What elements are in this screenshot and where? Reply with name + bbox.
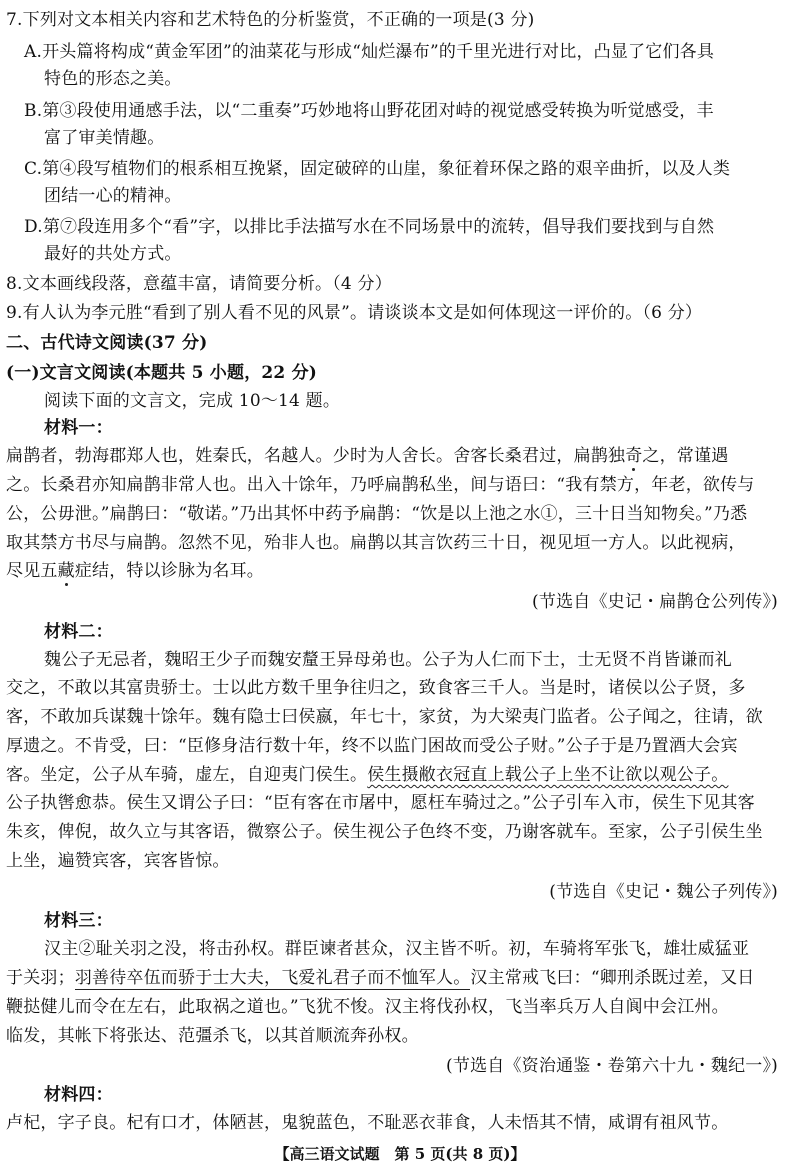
underlined-sentence: 羽善待卒伍而骄于士大夫，飞爱礼君子而不恤军人。 <box>74 968 471 988</box>
material-3-line: 临发，其帐下将张达、范彊杀飞，以其首顺流奔孙权。 <box>6 1026 419 1046</box>
q7-option-c-cont: 团结一心的精神。 <box>44 186 182 206</box>
material-1-text: 扁鹊者，勃海郡郑人也，姓秦氏，名越人。少时为人舍长。舍客长桑君过，扁鹊独 <box>6 446 626 466</box>
material-2-line: 交之，不敢以其富贵骄士。士以此方数千里争往归之，致食客三千人。当是时，诸侯以公子贤，多 <box>6 678 746 698</box>
material-3-line: 汉主②耻关羽之没，将击孙权。群臣谏者甚众，汉主皆不听。初，车骑将军张飞，雄壮威猛亚 <box>44 939 750 959</box>
q7-option-a: A.开头篇将构成“黄金军团”的油菜花与形成“灿烂瀑布”的千里光进行对比，凸显了它们各具 <box>24 42 715 62</box>
material-3-line: 鞭挞健儿而令在左右，此取祸之道也。”飞犹不悛。汉主将伐孙权，飞当率兵万人自阆中会江州。 <box>6 997 729 1017</box>
material-1-label: 材料一： <box>44 418 113 438</box>
material-1-source: (节选自《史记・扁鹊仓公列传》) <box>532 592 778 612</box>
section-heading: 二、古代诗文阅读(37 分) <box>6 333 208 353</box>
material-1-line <box>6 559 264 583</box>
material-4-label: 材料四： <box>44 1085 113 1105</box>
q9-text: 9.有人认为李元胜“看到了别人看不见的风景”。请谈谈本文是如何体现这一评价的。（6 分） <box>6 303 703 323</box>
material-2-line: 客，不敢加兵谋魏十馀年。魏有隐士曰侯嬴，年七十，家贫，为大梁夷门监者。公子闻之，往请，欲 <box>6 707 763 727</box>
q7-option-c: C.第④段写植物们的根系相互挽紧，固定破碎的山崖，象征着环保之路的艰辛曲折，以及人类 <box>24 159 731 179</box>
material-4-line: 卢杞，字子良。杞有口才，体陋甚，鬼貌蓝色，不耻恶衣菲食，人未悟其不情，咸谓有祖风节。 <box>6 1113 729 1133</box>
subsection-heading: (一)文言文阅读(本题共 5 小题，22 分) <box>6 363 318 383</box>
material-1-text: 症结，特以诊脉为名耳。 <box>74 561 265 581</box>
material-2-label: 材料二： <box>44 622 113 642</box>
q7-option-b-cont: 富了审美情趣。 <box>44 128 165 148</box>
material-2-line: 公子执辔愈恭。侯生又谓公子曰：“臣有客在市屠中，愿枉车骑过之。”公子引车入市，侯生下见其客 <box>6 793 755 813</box>
material-1-line: 公，公毋泄。”扁鹊曰：“敬诺。”乃出其怀中药予扁鹊：“饮是以上池之水①，三十日当知物矣。”乃悉 <box>6 504 748 524</box>
material-2-line: 朱亥，俾倪，故久立与其客语，微察公子。侯生视公子色终不变，乃谢客就车。至家，公子引侯生坐 <box>6 822 763 842</box>
emphasis-dot-char: 奇 <box>625 446 643 466</box>
material-2-line: 上坐，遍赞宾客，宾客皆惊。 <box>6 851 230 871</box>
q8-text: 8.文本画线段落，意蕴丰富，请简要分析。（4 分） <box>6 274 392 294</box>
material-3-line <box>6 966 755 990</box>
material-1-line <box>6 444 728 468</box>
material-2-line: 魏公子无忌者，魏昭王少子而魏安釐王异母弟也。公子为人仁而下士，士无贤不肖皆谦而礼 <box>44 650 732 670</box>
material-1-line: 取其禁方书尽与扁鹊。忽然不见，殆非人也。扁鹊以其言饮药三十日，视见垣一方人。以此视病， <box>6 533 746 553</box>
material-3-text: 于关羽； <box>6 968 75 988</box>
q7-option-b: B.第③段使用通感手法，以“二重奏”巧妙地将山野花团对峙的视觉感受转换为听觉感受，丰 <box>24 101 714 121</box>
material-3-source: (节选自《资治通鉴・卷第六十九・魏纪一》) <box>446 1056 778 1076</box>
material-3-text: 汉主常戒飞曰：“卿刑杀既过差，又日 <box>470 968 755 988</box>
material-2-source: (节选自《史记・魏公子列传》) <box>549 882 778 902</box>
reading-instruction: 阅读下面的文言文，完成 10～14 题。 <box>44 391 341 411</box>
wavy-underlined-sentence: 侯生摄敝衣冠直上载公子上坐不让欲以观公子。 <box>367 765 729 785</box>
material-2-line <box>6 763 728 787</box>
page-footer: 【高三语文试题 第 5 页(共 8 页)】 <box>274 1145 526 1163</box>
emphasis-dot-char: 藏 <box>57 561 75 581</box>
material-1-text: 尽见五 <box>6 561 58 581</box>
material-2-line: 厚遗之。不肯受，曰：“臣修身洁行数十年，终不以监门困故而受公子财。”公子于是乃置酒大会宾 <box>6 736 738 756</box>
q7-stem: 7.下列对文本相关内容和艺术特色的分析鉴赏，不正确的一项是(3 分) <box>6 10 535 30</box>
q7-option-a-cont: 特色的形态之美。 <box>44 69 182 89</box>
material-1-line: 之。长桑君亦知扁鹊非常人也。出入十馀年，乃呼扁鹊私坐，间与语曰：“我有禁方，年老，欲传与 <box>6 475 755 495</box>
material-1-text: 之，常谨遇 <box>642 446 729 466</box>
material-3-label: 材料三： <box>44 911 113 931</box>
q7-option-d: D.第⑦段连用多个“看”字，以排比手法描写水在不同场景中的流转，倡导我们要找到与自然 <box>24 217 715 237</box>
material-2-text: 客。坐定，公子从车骑，虚左，自迎夷门侯生。 <box>6 765 368 785</box>
q7-option-d-cont: 最好的共处方式。 <box>44 244 182 264</box>
